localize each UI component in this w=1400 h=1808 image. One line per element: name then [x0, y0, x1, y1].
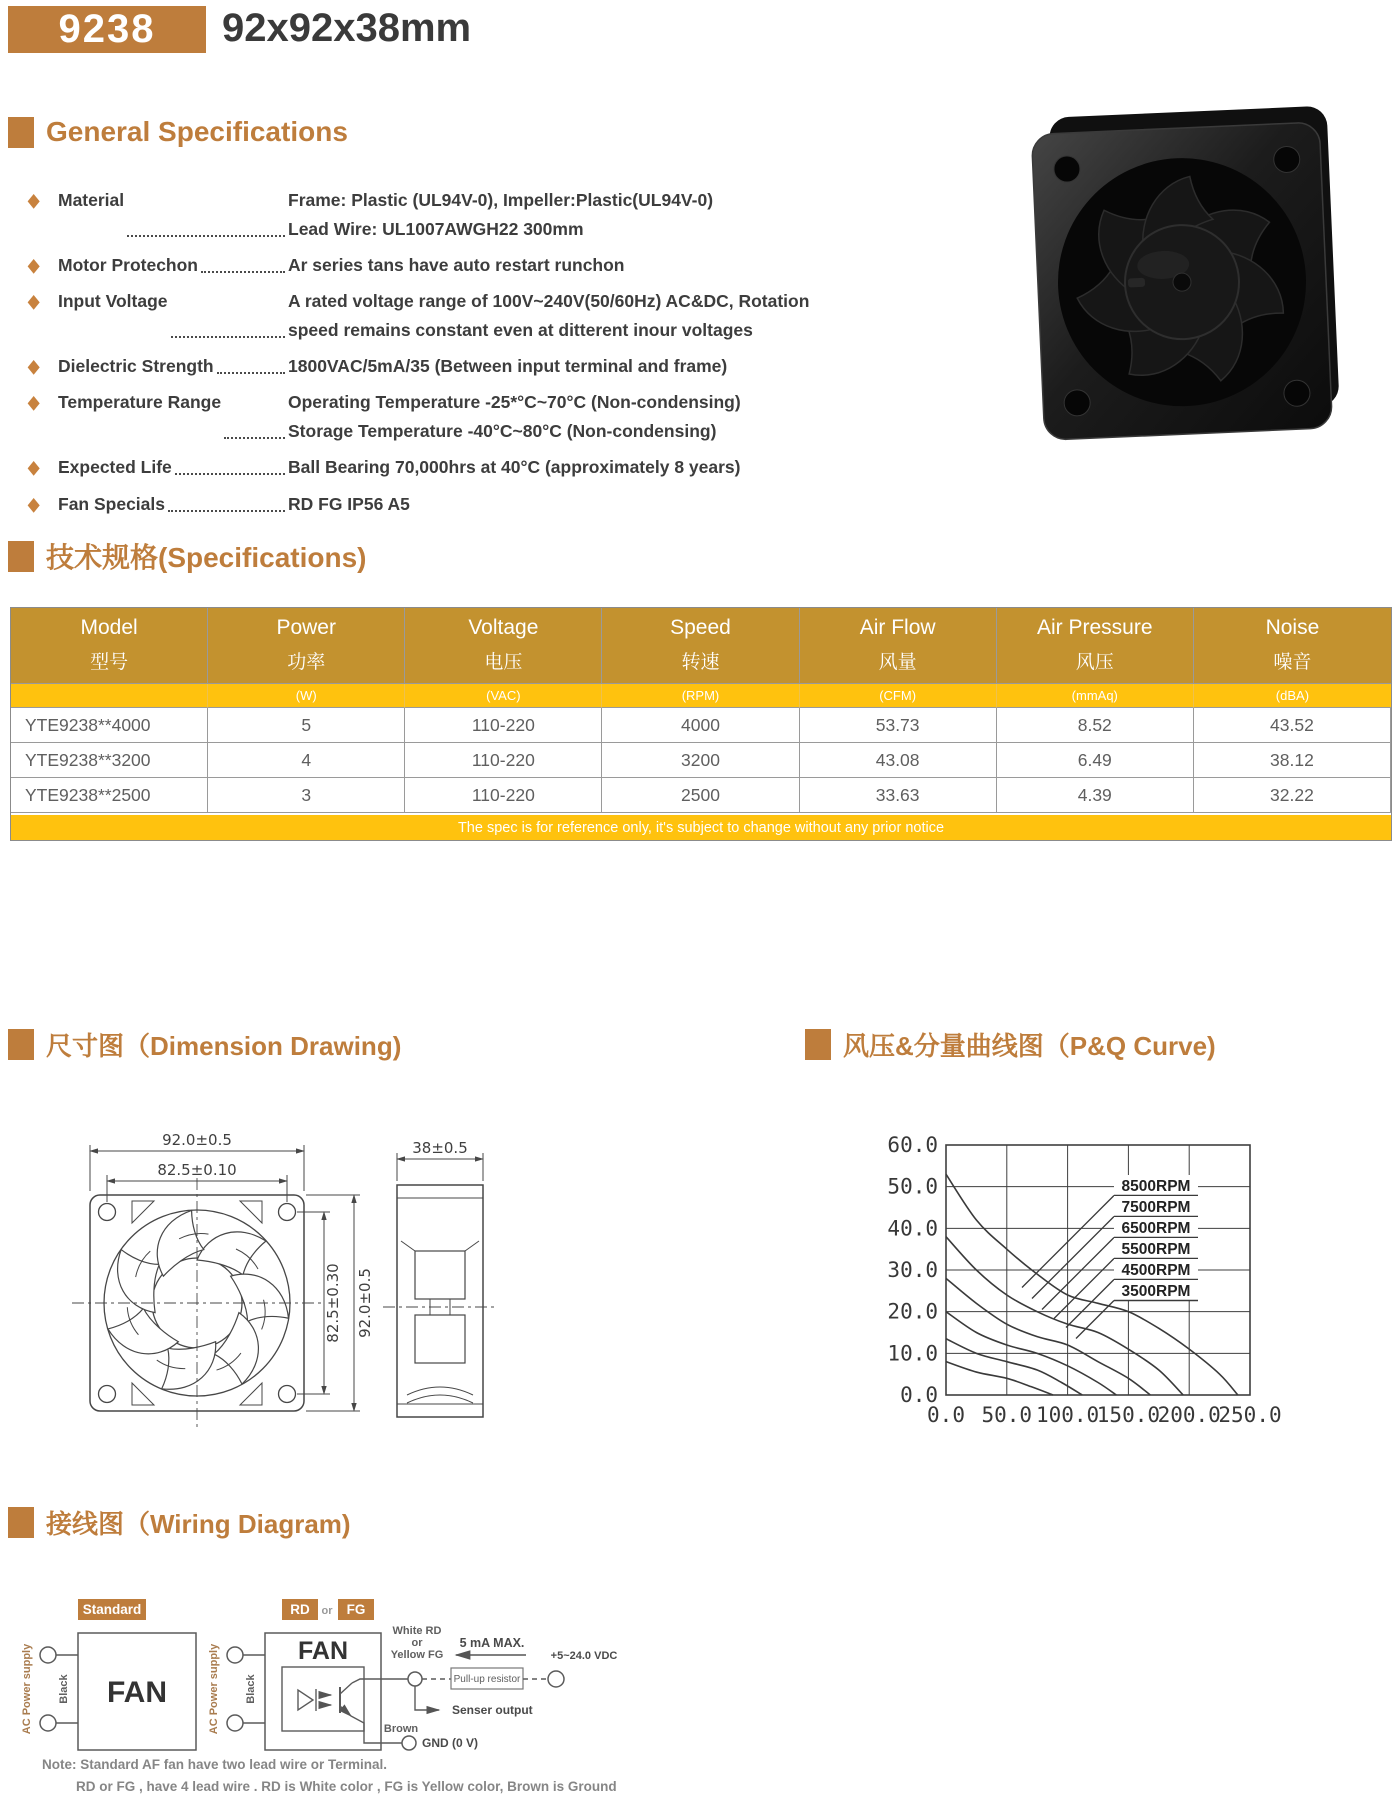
spec-label-text: Dielectric Strength — [58, 356, 214, 376]
spec-label-text: Material — [58, 190, 125, 210]
spec-value — [288, 287, 908, 345]
spec-label — [58, 352, 288, 381]
spec-value — [288, 251, 908, 280]
section-wiring-title: 接线图（Wiring Diagram) — [46, 1509, 351, 1539]
spec-label — [58, 490, 288, 519]
table-header-zh: 噪音 — [1273, 652, 1312, 673]
x-tick-label: 50.0 — [981, 1403, 1033, 1427]
table-header-en: Noise — [1265, 616, 1320, 639]
table-header-en: Model — [80, 616, 138, 639]
table-header-en: Air Pressure — [1037, 616, 1153, 639]
general-spec-list — [28, 186, 908, 526]
table-unit-cell: (CFM) — [800, 684, 997, 708]
fan-product-photo — [1024, 97, 1345, 466]
wiring-diagram — [20, 1593, 640, 1763]
legend-leader-line — [1066, 1280, 1114, 1328]
section-square-icon — [805, 1029, 831, 1060]
table-cell: 3 — [208, 778, 405, 813]
spec-value — [288, 186, 908, 244]
front-view — [72, 1178, 322, 1428]
brown-wire-label: Brown — [383, 1723, 419, 1735]
x-tick-label: 200.0 — [1157, 1403, 1221, 1427]
spec-value-line: RD FG IP56 A5 — [288, 494, 410, 514]
gnd-label: GND (0 V) — [422, 1736, 479, 1750]
table-cell: YTE9238**3200 — [11, 743, 208, 778]
spec-item — [28, 352, 908, 381]
spec-value — [288, 490, 908, 519]
section-specs-title: 技术规格(Specifications) — [46, 542, 367, 573]
white-rd-label: White RD — [392, 1625, 442, 1637]
diamond-bullet-icon: ◆ — [28, 356, 40, 376]
wiring-standard-diagram — [21, 1599, 196, 1750]
section-square-icon — [8, 1507, 34, 1538]
table-cell: 6.49 — [997, 743, 1194, 778]
section-pq-title: 风压&分量曲线图（P&Q Curve) — [843, 1031, 1216, 1061]
black-wire-label: Black — [58, 1674, 70, 1704]
y-tick-label: 10.0 — [887, 1341, 938, 1366]
dot-leader — [168, 490, 285, 512]
x-tick-label: 250.0 — [1218, 1403, 1282, 1427]
spec-label-text: Input Voltage — [58, 291, 168, 311]
legend-label: 3500RPM — [1121, 1283, 1191, 1300]
model-badge: 9238 — [8, 6, 206, 53]
table-header-zh: 风压 — [1075, 652, 1114, 673]
spec-value-line: A rated voltage range of 100V~240V(50/60Hz) AC&DC, Rotation — [288, 291, 810, 311]
ac-power-label: AC Power supply — [21, 1643, 33, 1735]
spec-label-text: Temperature Range — [58, 392, 222, 412]
or-label: or — [321, 1605, 333, 1617]
table-header-zh: 功率 — [287, 652, 326, 673]
table-unit-cell — [11, 684, 208, 708]
side-view — [383, 1185, 497, 1417]
diamond-bullet-icon: ◆ — [28, 190, 40, 210]
section-square-icon — [8, 117, 34, 148]
table-header-en: Air Flow — [859, 616, 936, 639]
dim-holes-side: 82.5±0.30 — [324, 1263, 342, 1343]
table-header-zh: 转速 — [681, 652, 720, 673]
ma-max-label: 5 mA MAX. — [459, 1636, 525, 1650]
dim-depth: 38±0.5 — [412, 1139, 468, 1157]
spec-value-line: Storage Temperature -40°C~80°C (Non-condensing) — [288, 421, 717, 441]
section-dimension — [8, 1026, 401, 1063]
table-cell: 3200 — [602, 743, 799, 778]
spec-label — [58, 251, 288, 280]
x-tick-label: 0.0 — [927, 1403, 965, 1427]
yellow-fg-label: Yellow FG — [390, 1649, 444, 1661]
spec-item — [28, 287, 908, 345]
vdc-label: +5~24.0 VDC — [550, 1650, 618, 1662]
table-cell: 5 — [208, 708, 405, 743]
table-header-zh: 型号 — [90, 652, 129, 673]
impeller-blades — [104, 1205, 296, 1397]
table-header-cell — [208, 608, 405, 684]
table-note: The spec is for reference only, it's subject to change without any prior notice — [11, 813, 1391, 840]
table-cell: 4.39 — [997, 778, 1194, 813]
diamond-bullet-icon: ◆ — [28, 392, 40, 412]
table-header-en: Speed — [670, 616, 731, 639]
page-title: 92x92x38mm — [222, 6, 472, 50]
section-pq-curve — [805, 1026, 1216, 1063]
spec-label — [58, 186, 288, 244]
standard-badge: Standard — [82, 1602, 142, 1617]
legend-label: 4500RPM — [1121, 1262, 1191, 1279]
or-label-2: or — [411, 1637, 423, 1649]
table-header-cell — [1194, 608, 1391, 684]
spec-value-line: Operating Temperature -25*°C~70°C (Non-condensing) — [288, 392, 741, 412]
y-tick-label: 40.0 — [887, 1216, 938, 1241]
section-specifications — [8, 536, 366, 576]
ac-power-label: AC Power supply — [208, 1643, 220, 1735]
table-cell: 2500 — [602, 778, 799, 813]
table-unit-cell: (RPM) — [602, 684, 799, 708]
table-header-zh: 电压 — [484, 652, 523, 673]
spec-value — [288, 453, 908, 482]
wiring-note-2: RD or FG , have 4 lead wire . RD is White color , FG is Yellow color, Brown is Ground — [76, 1779, 617, 1794]
wiring-note-1: Note: Standard AF fan have two lead wire or Terminal. — [42, 1757, 388, 1772]
y-tick-label: 50.0 — [887, 1174, 938, 1199]
fan-hub-slot — [1128, 278, 1145, 288]
table-header-cell — [800, 608, 997, 684]
fan-screw-hole — [1283, 380, 1310, 407]
dimension-drawing — [40, 1103, 780, 1463]
wiring-rdfg-diagram — [208, 1599, 617, 1750]
spec-item — [28, 490, 908, 519]
spec-item — [28, 251, 908, 280]
table-header-cell — [602, 608, 799, 684]
dim-holes-top: 82.5±0.10 — [157, 1161, 237, 1179]
diamond-bullet-icon: ◆ — [28, 494, 40, 514]
spec-label-text: Fan Specials — [58, 494, 165, 514]
spec-value-line: Ar series tans have auto restart runchon — [288, 255, 625, 275]
legend-label: 6500RPM — [1121, 1220, 1191, 1237]
table-cell: 53.73 — [800, 708, 997, 743]
section-square-icon — [8, 541, 34, 572]
table-header-en: Power — [276, 616, 336, 639]
diamond-bullet-icon: ◆ — [28, 255, 40, 275]
spec-value-line: Ball Bearing 70,000hrs at 40°C (approximately 8 years) — [288, 457, 741, 477]
table-cell: YTE9238**2500 — [11, 778, 208, 813]
dot-leader — [127, 186, 285, 237]
spec-label — [58, 388, 288, 446]
dim-height-side: 92.0±0.5 — [356, 1268, 374, 1338]
table-cell: 33.63 — [800, 778, 997, 813]
table-header-en: Voltage — [468, 616, 539, 639]
table-unit-cell: (mmAq) — [997, 684, 1194, 708]
dot-leader — [201, 251, 285, 273]
dot-leader — [224, 388, 285, 439]
table-unit-cell: (VAC) — [405, 684, 602, 708]
table-cell: 43.52 — [1194, 708, 1391, 743]
black-wire-label: Black — [245, 1674, 257, 1704]
spec-label-text: Expected Life — [58, 457, 172, 477]
spec-item — [28, 388, 908, 446]
fg-badge: FG — [346, 1602, 366, 1617]
spec-value-line: Lead Wire: UL1007AWGH22 300mm — [288, 219, 584, 239]
spec-value-line: speed remains constant even at ditterent inour voltages — [288, 320, 753, 340]
y-tick-label: 30.0 — [887, 1258, 938, 1282]
fan-box-label: FAN — [298, 1637, 348, 1665]
table-cell: YTE9238**4000 — [11, 708, 208, 743]
spec-label-text: Motor Protechon — [58, 255, 198, 275]
table-header-cell — [11, 608, 208, 684]
spec-label — [58, 453, 288, 482]
spec-item — [28, 186, 908, 244]
fan-screw-hole — [1064, 389, 1091, 416]
table-unit-cell: (W) — [208, 684, 405, 708]
diamond-bullet-icon: ◆ — [28, 457, 40, 477]
side-dimensions — [397, 1153, 483, 1181]
y-tick-label: 0.0 — [900, 1383, 938, 1407]
diamond-bullet-icon: ◆ — [28, 291, 40, 311]
fan-box-label: FAN — [107, 1676, 167, 1709]
table-cell: 110-220 — [405, 778, 602, 813]
fan-screw-hole — [1053, 155, 1080, 182]
spec-value-line: 1800VAC/5mA/35 (Between input terminal and frame) — [288, 356, 728, 376]
table-cell: 43.08 — [800, 743, 997, 778]
table-header-cell — [997, 608, 1194, 684]
spec-item — [28, 453, 908, 482]
spec-value — [288, 352, 908, 381]
senser-output-label: Senser output — [452, 1703, 533, 1717]
rd-badge: RD — [290, 1602, 310, 1617]
dim-width-top: 92.0±0.5 — [162, 1131, 232, 1149]
table-unit-cell: (dBA) — [1194, 684, 1391, 708]
legend-label: 5500RPM — [1121, 1241, 1191, 1258]
section-square-icon — [8, 1029, 34, 1060]
legend-label: 7500RPM — [1121, 1199, 1191, 1216]
table-cell: 32.22 — [1194, 778, 1391, 813]
dot-leader — [217, 352, 285, 374]
section-general-specs — [8, 116, 348, 148]
fan-hub-cap — [1173, 273, 1192, 292]
section-wiring — [8, 1504, 351, 1541]
legend-label: 8500RPM — [1121, 1178, 1191, 1195]
pq-curve-3500RPM — [946, 1362, 1053, 1395]
spec-label — [58, 287, 288, 345]
y-tick-label: 20.0 — [887, 1299, 938, 1324]
section-general-title: General Specifications — [46, 116, 348, 147]
table-cell: 8.52 — [997, 708, 1194, 743]
dot-leader — [175, 453, 285, 475]
fan-screw-hole — [1273, 146, 1300, 173]
x-tick-label: 100.0 — [1035, 1403, 1100, 1427]
table-cell: 4000 — [602, 708, 799, 743]
x-tick-label: 150.0 — [1096, 1403, 1161, 1427]
specifications-table — [10, 607, 1392, 841]
section-dimension-title: 尺寸图（Dimension Drawing) — [46, 1031, 402, 1061]
dot-leader — [171, 287, 285, 338]
table-header-cell — [405, 608, 602, 684]
table-cell: 110-220 — [405, 743, 602, 778]
spec-value-line: Frame: Plastic (UL94V-0), Impeller:Plastic(UL94V-0) — [288, 190, 714, 210]
spec-value — [288, 388, 908, 446]
pullup-resistor-label: Pull-up resistor — [453, 1674, 521, 1685]
y-tick-label: 60.0 — [887, 1133, 938, 1157]
legend-leader-line — [1076, 1301, 1114, 1339]
pq-curve-chart — [858, 1122, 1363, 1452]
table-cell: 110-220 — [405, 708, 602, 743]
table-cell: 4 — [208, 743, 405, 778]
table-header-zh: 风量 — [878, 652, 917, 673]
table-cell: 38.12 — [1194, 743, 1391, 778]
